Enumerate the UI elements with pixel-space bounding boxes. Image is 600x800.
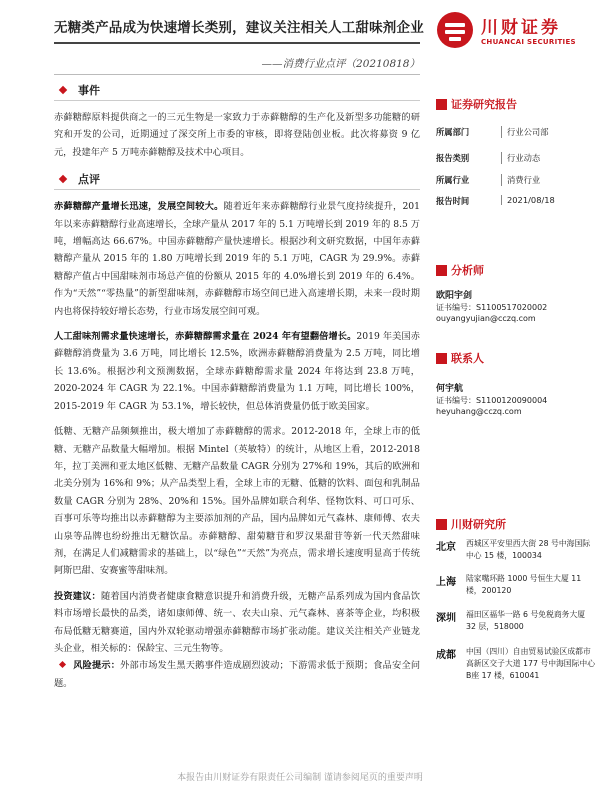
square-bullet-icon — [436, 353, 447, 364]
office-city: 成都 — [436, 650, 456, 661]
logo-emblem-icon — [437, 12, 473, 48]
analyst-label: 分析师 — [451, 264, 484, 277]
company-logo — [437, 12, 576, 50]
comment-paragraph-3: 低糖、无糖产品频频推出，极大增加了赤藓糖醇的需求。2012-2018 年，全球上市的低糖、无糖产品数量大幅增加。根据 Mintel（英敏特）的统计，从地区上看，2012-2018 年，拉丁美洲和亚太地区低糖、无糖产品数量 CAGR 分别为 27%和 19%，其后的欧洲和北美分别为 16%和 9%；从产品类型上看，全球上市的无糖、低糖的饮料、面包和乳制品数量 CAGR 分别为 28%、20%和 15%。国外品牌如联合利华、怪物饮料、可口可乐、百事可乐等均推出以赤藓糖醇为主要添加剂的产品，国内品牌如元气森林、康师傅、农夫山泉等品牌也纷纷推出无糖饮品。赤藓糖醇、甜菊糖苷和罗汉果甜苷等新一代天然甜味剂，在满足人们减糖需求的基础上，以“绿色”“天然”为亮点，需求增长速度明显高于传统阿斯巴甜、安赛蜜等甜味剂。 — [54, 426, 420, 577]
contact-card — [436, 384, 547, 417]
logo-name-cn: 川财证券 — [481, 18, 561, 38]
comment-paragraph-1 — [54, 198, 420, 320]
paragraph-body: 随着近年来赤藓糖醇行业景气度持续提升，201 年以来赤藓糖醇行业高速增长，全球产量从 2017 年的 5.1 万吨增长到 2019 年的 8.5 万吨，增幅高达 66.67%。中国赤藓糖醇产量快速增长。根据沙利文研究数据，中国年赤藓糖醇产量从 2015 年的 1.80 万吨增长到 2019 年的 5.1 万吨，CAGR 为 29.9%。赤藓糖醇产值占中国甜味剂市场总产值的份额从 2015 年的 4.0%增长到 2019 年的 6.4%。作为“天然”“零热量”的新型甜味剂，赤藓糖醇市场空间已进入高速增长期，未来一段时期内也将保持较好增长态势，行业市场发展空间可观。 — [54, 201, 421, 317]
office-address: 陆家嘴环路 1000 号恒生大厦 11 楼，200120 — [466, 574, 582, 595]
office-city: 深圳 — [436, 613, 456, 624]
paragraph-lead: 人工甜味剂需求量快速增长，赤藓糖醇需求量在 2024 年有望翻倍增长。 — [54, 331, 357, 343]
analyst-cert: 证书编号：S1100517020002 — [436, 303, 548, 312]
diamond-bullet-icon — [59, 661, 66, 668]
subtitle-rule — [54, 74, 420, 75]
info-key: 报告类别 — [436, 153, 470, 163]
contact-email[interactable]: heyuhang@cczq.com — [436, 407, 522, 416]
square-bullet-icon — [436, 265, 447, 276]
paragraph-body: 2019 年美国赤藓糖醇消费量为 3.6 万吨，同比增长 12.5%，欧洲赤藓糖醇消费量为 2.5 万吨，同比增长 13.6%。根据沙利文预测数据，全球赤藓糖醇需求量 2024 年将达到 23.8 万吨，2020-2024 年 CAGR 为 22.1%。中国赤藓糖醇消费量为 1.1 万吨，同比增长 100%，2015-2019 年 CAGR 为 53.1%，增长较快，但总体消费量仍低于欧美国家。 — [54, 331, 420, 412]
office-city: 上海 — [436, 577, 456, 588]
report-type-heading — [436, 96, 517, 112]
info-value: 行业动态 — [501, 152, 540, 164]
section-comment-heading — [54, 169, 420, 189]
info-value: 2021/08/18 — [501, 195, 555, 205]
report-subtitle: ——消费行业点评（20210818） — [261, 58, 420, 70]
square-bullet-icon — [436, 519, 447, 530]
info-value: 消费行业 — [501, 174, 540, 186]
contact-name: 何宇航 — [436, 384, 464, 394]
office-address: 福田区福华一路 6 号免税商务大厦 32 层，518000 — [466, 610, 586, 631]
section-event-heading — [54, 80, 420, 100]
analyst-heading — [436, 262, 484, 278]
risk-text: 外部市场发生黑天鹅事件造成剧烈波动；下游需求低于预期；食品安全问题。 — [54, 660, 421, 689]
page-footer: 本报告由川财证券有限责任公司编制 谨请参阅尾页的重要声明 — [177, 773, 423, 783]
risk-warning — [54, 657, 420, 692]
analyst-card — [436, 291, 547, 324]
office-address: 中国（四川）自由贸易试验区成都市高新区交子大道 177 号中海国际中心 B座 17 楼，610041 — [466, 647, 595, 680]
info-key: 所属部门 — [436, 127, 470, 137]
analyst-email[interactable]: ouyangyujian@cczq.com — [436, 314, 536, 323]
info-key: 所属行业 — [436, 175, 470, 185]
section-comment-title: 点评 — [78, 173, 100, 187]
info-value: 行业公司部 — [501, 126, 549, 138]
main-content — [54, 80, 420, 692]
institute-heading — [436, 516, 506, 532]
investment-advice — [54, 588, 420, 658]
section-divider — [54, 189, 420, 190]
info-key: 报告时间 — [436, 196, 470, 206]
contact-cert: 证书编号：S1100120090004 — [436, 396, 548, 405]
logo-name-en: CHUANCAI SECURITIES — [481, 38, 576, 46]
office-city: 北京 — [436, 542, 456, 553]
section-divider — [54, 100, 420, 101]
report-title: 无糖类产品成为快速增长类别，建议关注相关人工甜味剂企业 — [54, 20, 424, 36]
event-paragraph: 赤藓糖醇原料提供商之一的三元生物是一家致力于赤藓糖醇的生产化及新型多功能糖的研究和开发的公司，近期通过了深交所上市委的审核，即将登陆创业板。此次将募资 9 亿元，投建年产 5 万吨赤藓糖醇及技术中心项目。 — [54, 112, 420, 158]
diamond-bullet-icon — [59, 86, 67, 94]
risk-label: 风险提示： — [73, 660, 121, 672]
analyst-name: 欧阳宇剑 — [436, 291, 473, 301]
square-bullet-icon — [436, 99, 447, 110]
paragraph-body: 随着国内消费者健康食糖意识提升和消费升级，无糖产品系列成为国内食品饮料市场增长最快的品类，诸如康师傅、统一、农夫山泉、元气森林、喜茶等企业，均积极布局低糖无糖赛道，国内外双轮驱动增强赤藓糖醇市场扩张动能。建议关注相关产业链龙头企业，相关标的：保龄宝、三元生物等。 — [54, 590, 421, 654]
report-type-label: 证券研究报告 — [451, 98, 517, 111]
comment-paragraph-2 — [54, 328, 420, 415]
title-rule — [54, 42, 420, 44]
office-address: 西城区平安里西大街 28 号中海国际中心 15 楼，100034 — [466, 539, 591, 560]
institute-label: 川财研究所 — [451, 518, 506, 531]
paragraph-lead: 投资建议： — [54, 590, 101, 602]
section-event-title: 事件 — [78, 84, 100, 97]
contact-heading — [436, 350, 484, 366]
diamond-bullet-icon — [59, 175, 67, 183]
contact-label: 联系人 — [451, 352, 484, 365]
paragraph-lead: 赤藓糖醇产量增长迅速，发展空间较大。 — [54, 201, 224, 213]
